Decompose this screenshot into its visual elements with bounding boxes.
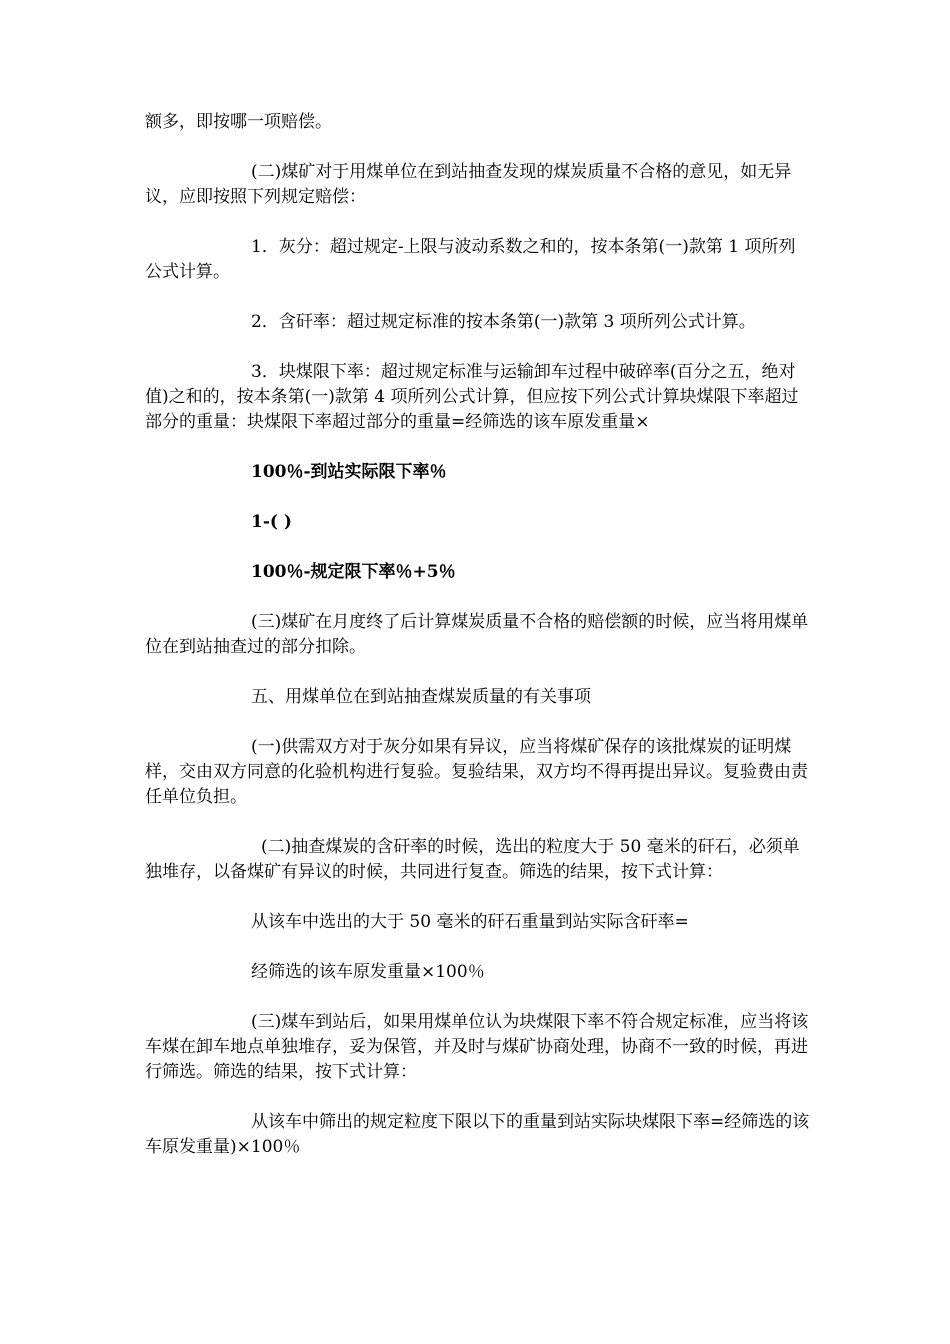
- paragraph-section-2: (二)煤矿对于用煤单位在到站抽查发现的煤炭质量不合格的意见，如无异议，应即按照下列规定赔偿：: [145, 162, 792, 207]
- formula-gangue-line-2: 经筛选的该车原发重量×100％: [251, 962, 485, 982]
- paragraph-item-lump-coal: 3．块煤限下率：超过规定标准与运输卸车过程中破碎率(百分之五，绝对值)之和的，按本条第(一)款第 4 项所列公式计算，但应按下列公式计算块煤限下率超过部分的重量：块煤限下率超过部分的重量=经筛选的该车原发重量×: [145, 362, 799, 432]
- section-heading-5: 五、用煤单位在到站抽查煤炭质量的有关事项: [251, 687, 591, 707]
- paragraph-item-ash: 1．灰分：超过规定-上限与波动系数之和的，按本条第(一)款第 1 项所列公式计算。: [145, 237, 796, 282]
- formula-line-2: 1-( ): [251, 512, 292, 532]
- paragraph-subsection-3: (三)煤车到站后，如果用煤单位认为块煤限下率不符合规定标准，应当将该车煤在卸车地点单独堆存，妥为保管，并及时与煤矿协商处理，协商不一致的时候，再进行筛选。筛选的结果，按下式计算：: [145, 1012, 809, 1082]
- formula-lump-coal: 从该车中筛出的规定粒度下限以下的重量到站实际块煤限下率=经筛选的该车原发重量)×100％: [145, 1112, 810, 1157]
- paragraph-subsection-2: (二)抽查煤炭的含矸率的时候，选出的粒度大于 50 毫米的矸石，必须单独堆存，以备煤矿有异议的时候，共同进行复查。筛选的结果，按下式计算：: [145, 837, 800, 882]
- paragraph-subsection-1: (一)供需双方对于灰分如果有异议，应当将煤矿保存的该批煤炭的证明煤样，交由双方同意的化验机构进行复验。复验结果，双方均不得再提出异议。复验费由责任单位负担。: [145, 737, 808, 807]
- paragraph-item-gangue: 2．含矸率：超过规定标准的按本条第(一)款第 3 项所列公式计算。: [251, 312, 756, 332]
- formula-line-3: 100％-规定限下率％+5％: [251, 562, 456, 582]
- formula-line-1: 100％-到站实际限下率％: [251, 462, 447, 482]
- formula-gangue-line-1: 从该车中选出的大于 50 毫米的矸石重量到站实际含矸率=: [251, 912, 689, 932]
- document-body: [145, 110, 810, 1185]
- paragraph-continuation: 额多，即按哪一项赔偿。: [145, 112, 332, 132]
- paragraph-section-3: (三)煤矿在月度终了后计算煤炭质量不合格的赔偿额的时候，应当将用煤单位在到站抽查过的部分扣除。: [145, 612, 809, 657]
